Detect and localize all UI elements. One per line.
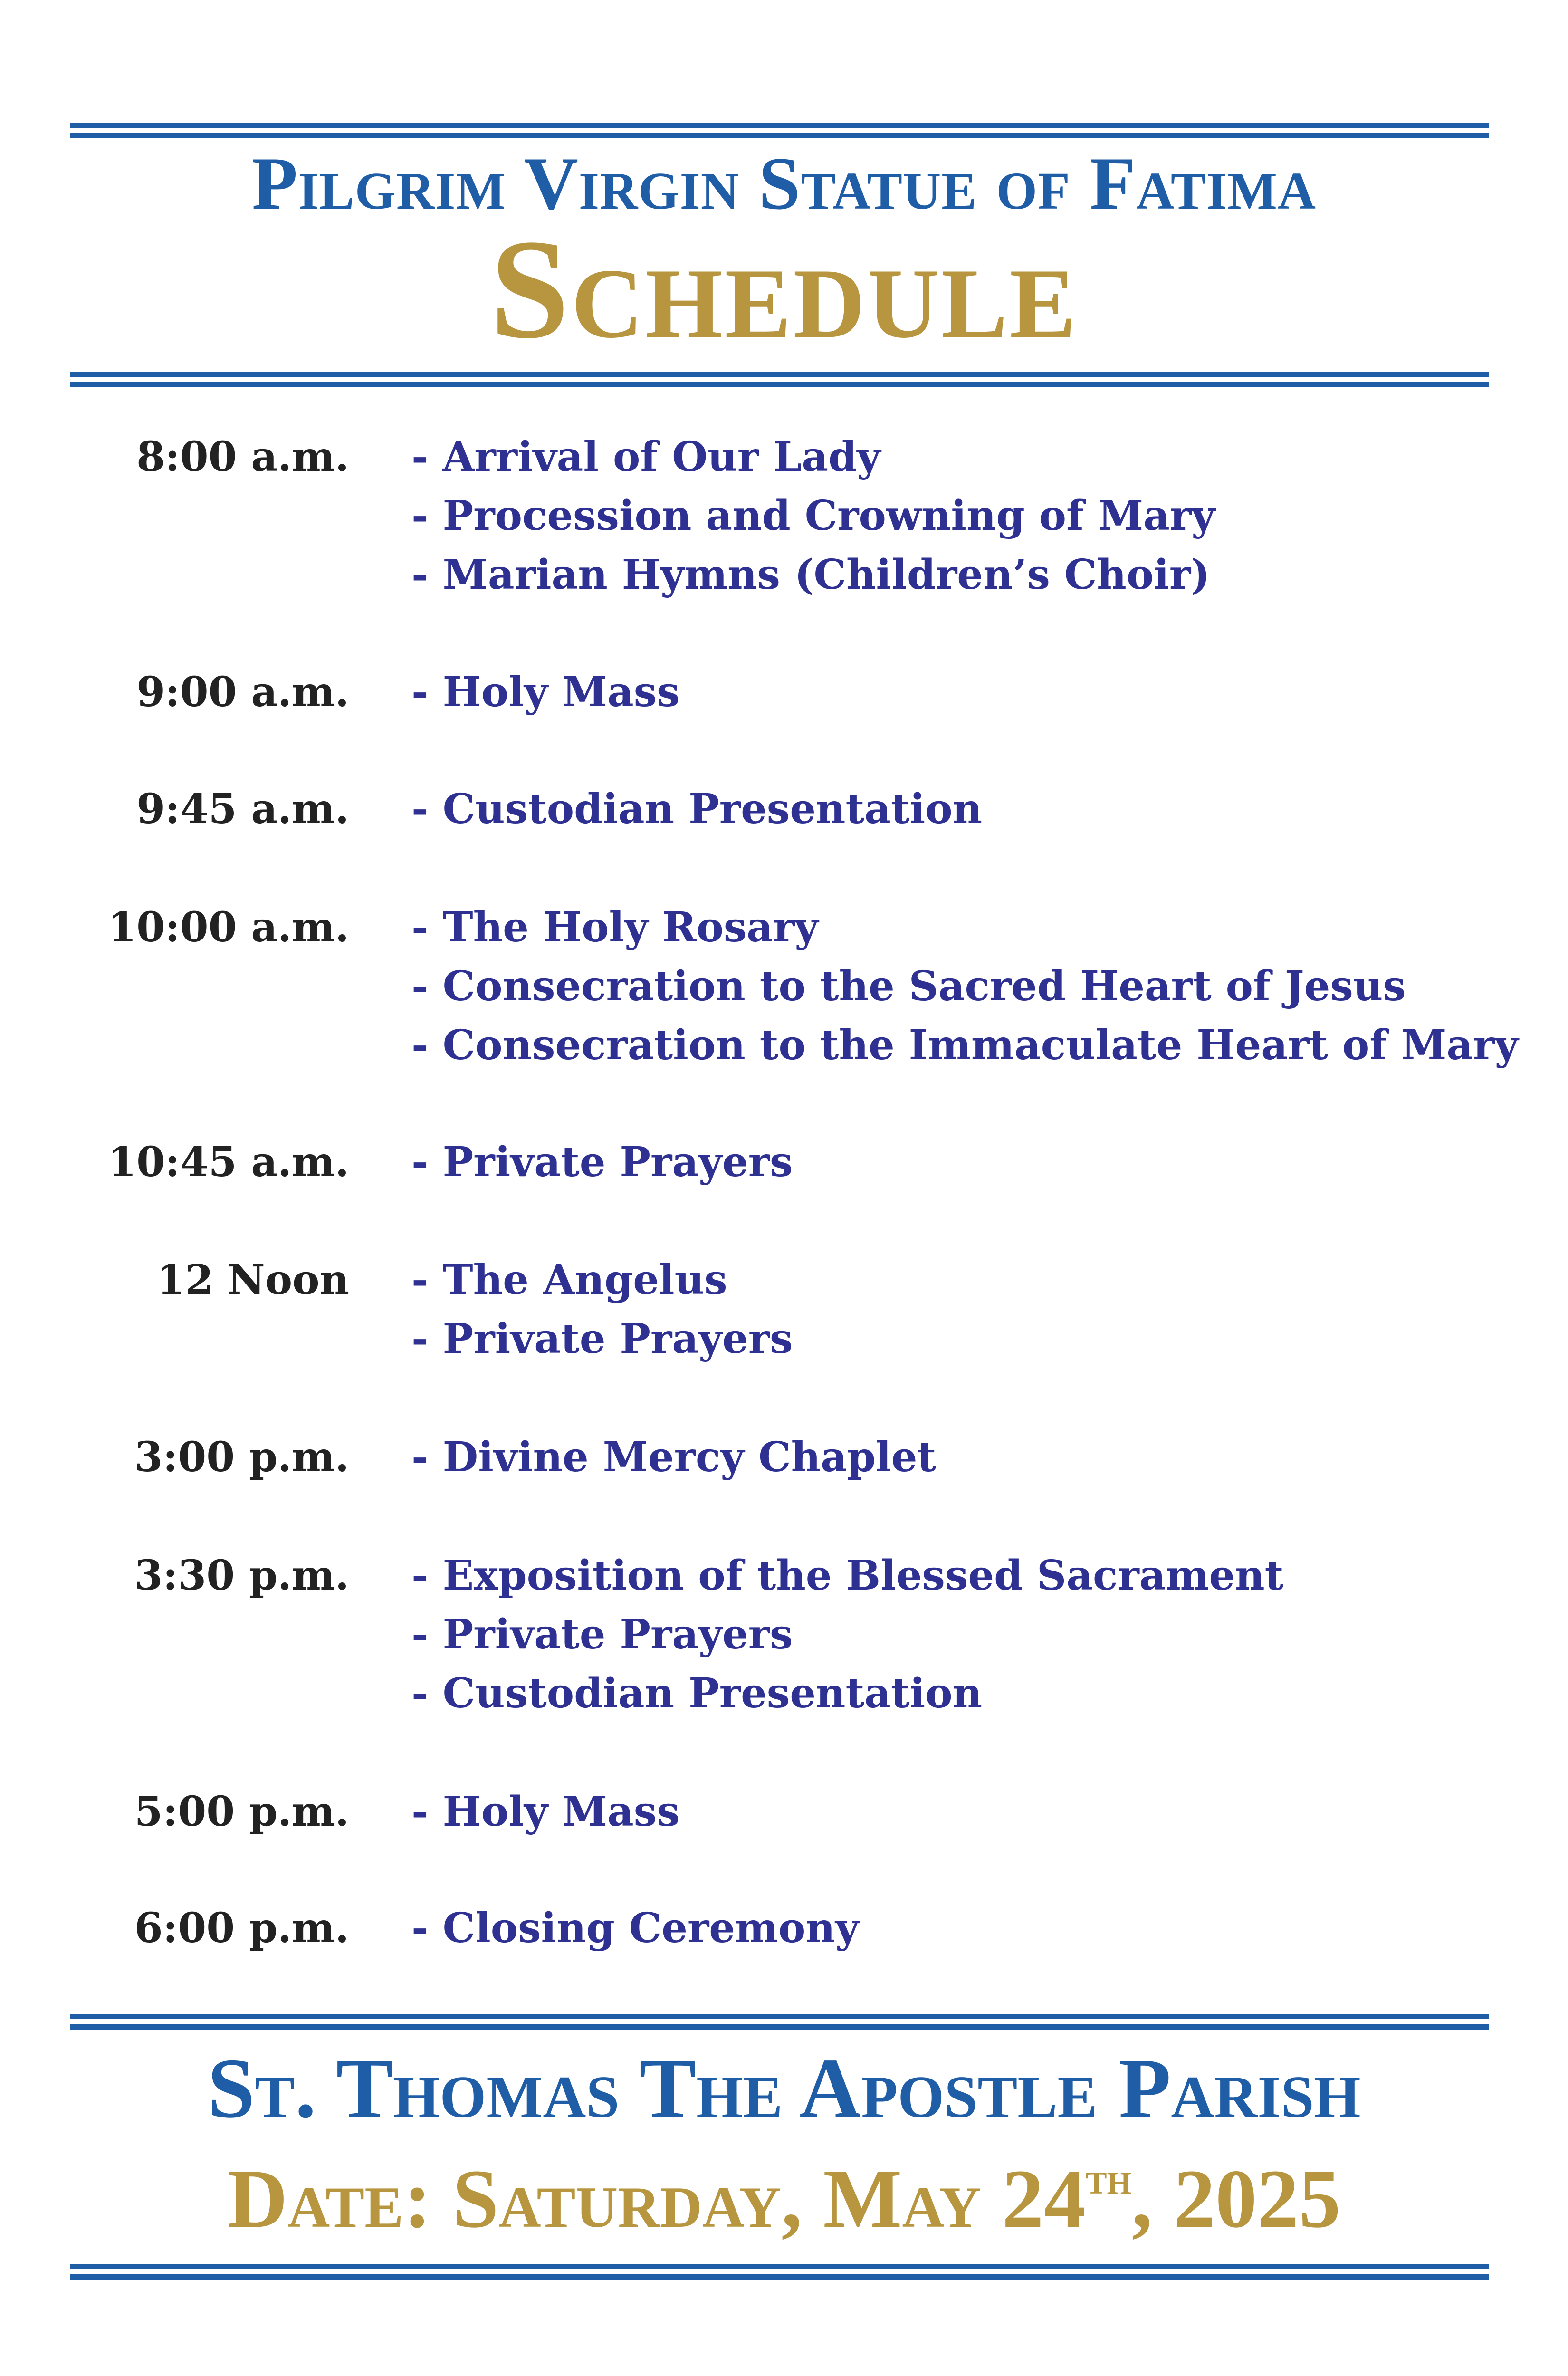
top-rule-outer bbox=[70, 123, 1489, 128]
page-subtitle: Schedule bbox=[490, 210, 1078, 368]
schedule-items bbox=[411, 1133, 1504, 1192]
schedule-item: - Custodian Presentation bbox=[411, 1669, 983, 1717]
schedule-item: - Procession and Crowning of Mary bbox=[411, 492, 1215, 540]
schedule-time: 9:00 a.m. bbox=[136, 668, 349, 716]
schedule-item: - Consecration to the Sacred Heart of Jesus bbox=[411, 962, 1406, 1010]
schedule-items bbox=[411, 1899, 1504, 1958]
top-rule-inner bbox=[70, 133, 1489, 138]
schedule-time: 12 Noon bbox=[156, 1256, 349, 1304]
schedule-item: - Private Prayers bbox=[411, 1315, 793, 1363]
schedule-items bbox=[411, 1428, 1504, 1487]
schedule-time: 5:00 p.m. bbox=[134, 1788, 349, 1836]
schedule-items bbox=[411, 1546, 1504, 1723]
schedule-item: - Arrival of Our Lady bbox=[411, 433, 881, 481]
schedule-item: - Marian Hymns (Children’s Choir) bbox=[411, 551, 1210, 599]
schedule-item: - Private Prayers bbox=[411, 1610, 793, 1658]
schedule-time: 3:30 p.m. bbox=[134, 1552, 349, 1600]
event-date-main: Date: Saturday, May 24 bbox=[227, 2153, 1086, 2245]
schedule-time: 10:45 a.m. bbox=[108, 1138, 349, 1186]
schedule-time: 8:00 a.m. bbox=[136, 433, 349, 481]
event-date bbox=[0, 2152, 1568, 2259]
header-rule-inner bbox=[70, 382, 1489, 387]
schedule-item: - The Holy Rosary bbox=[411, 903, 819, 951]
event-date-ordinal: th bbox=[1085, 2153, 1132, 2204]
schedule-time: 3:00 p.m. bbox=[134, 1433, 349, 1481]
schedule-items bbox=[411, 780, 1504, 839]
footer-rule-inner bbox=[70, 2024, 1489, 2030]
schedule-items bbox=[411, 1251, 1504, 1369]
schedule-items bbox=[411, 898, 1519, 1075]
bottom-rule-outer bbox=[70, 2264, 1489, 2269]
schedule-item: - Divine Mercy Chaplet bbox=[411, 1433, 937, 1481]
schedule-item: - Holy Mass bbox=[411, 668, 680, 716]
schedule-item: - Closing Ceremony bbox=[411, 1904, 859, 1952]
schedule-item: - Custodian Presentation bbox=[411, 785, 983, 833]
schedule-item: - Holy Mass bbox=[411, 1788, 680, 1836]
schedule-items bbox=[411, 663, 1504, 722]
header-rule-outer bbox=[70, 372, 1489, 377]
schedule-item: - Private Prayers bbox=[411, 1138, 793, 1186]
schedule-item: - Exposition of the Blessed Sacrament bbox=[411, 1552, 1284, 1600]
bottom-rule-inner bbox=[70, 2274, 1489, 2280]
schedule-items bbox=[411, 428, 1504, 604]
schedule-time: 10:00 a.m. bbox=[108, 903, 349, 951]
schedule-item: - Consecration to the Immaculate Heart of Mary bbox=[411, 1021, 1519, 1069]
event-date-year: , 2025 bbox=[1131, 2153, 1341, 2245]
footer-rule-outer bbox=[70, 2014, 1489, 2019]
parish-name: St. Thomas The Apostle Parish bbox=[207, 2041, 1361, 2136]
schedule-time: 9:45 a.m. bbox=[136, 785, 349, 833]
page-title: Pilgrim Virgin Statue of Fatima bbox=[251, 142, 1317, 225]
schedule-time: 6:00 p.m. bbox=[134, 1904, 349, 1952]
schedule-items bbox=[411, 1782, 1504, 1841]
schedule-item: - The Angelus bbox=[411, 1256, 727, 1304]
